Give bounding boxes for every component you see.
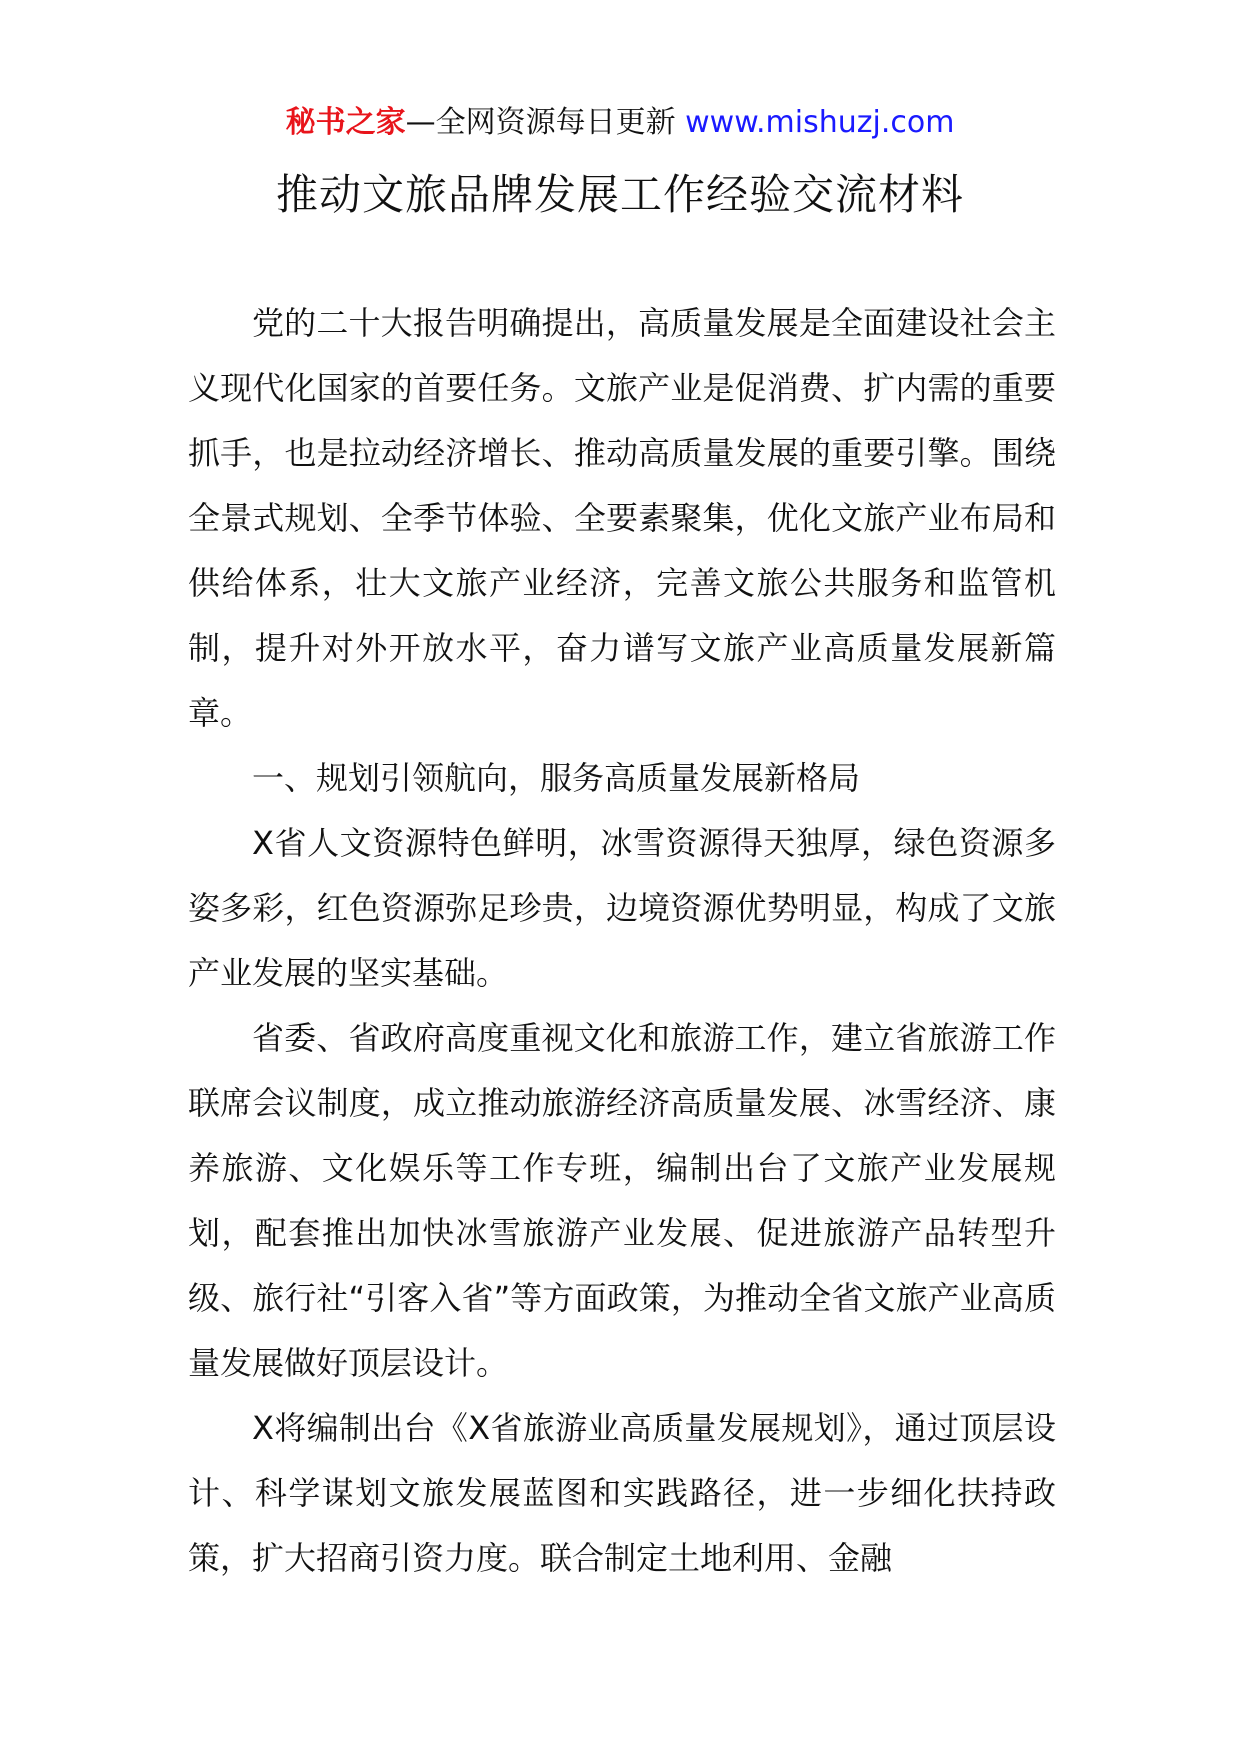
paragraph-policy: 省委、省政府高度重视文化和旅游工作，建立省旅游工作联席会议制度，成立推动旅游经济高质量发展、冰雪经济、康养旅游、文化娱乐等工作专班，编制出台了文旅产业发展规划，配套推出加快冰雪旅游产业发展、促进旅游产品转型升级、旅行社“引客入省”等方面政策，为推动全省文旅产业高质量发展做好顶层设计。 bbox=[188, 1019, 1056, 1382]
paragraph-intro: 党的二十大报告明确提出，高质量发展是全面建设社会主义现代化国家的首要任务。文旅产业是促消费、扩内需的重要抓手，也是拉动经济增长、推动高质量发展的重要引擎。围绕全景式规划、全季节体验、全要素聚集，优化文旅产业布局和供给体系，壮大文旅产业经济，完善文旅公共服务和监管机制，提升对外开放水平，奋力谱写文旅产业高质量发展新篇章。 bbox=[188, 304, 1056, 732]
section-heading-1: 一、规划引领航向，服务高质量发展新格局 bbox=[252, 759, 861, 797]
banner-url-link[interactable]: www.mishuzj.com bbox=[685, 105, 955, 140]
document-body bbox=[188, 291, 1056, 1591]
site-banner bbox=[0, 100, 1240, 146]
document-title: 推动文旅品牌发展工作经验交流材料 bbox=[275, 170, 964, 219]
paragraph-plan: X将编制出台《X省旅游业高质量发展规划》，通过顶层设计、科学谋划文旅发展蓝图和实践路径，进一步细化扶持政策，扩大招商引资力度。联合制定土地利用、金融 bbox=[188, 1409, 1056, 1577]
banner-slogan: —全网资源每日更新 bbox=[405, 105, 686, 140]
banner-brand: 秘书之家 bbox=[285, 105, 406, 140]
paragraph-resources: X省人文资源特色鲜明，冰雪资源得天独厚，绿色资源多姿多彩，红色资源弥足珍贵，边境资源优势明显，构成了文旅产业发展的坚实基础。 bbox=[188, 824, 1056, 992]
